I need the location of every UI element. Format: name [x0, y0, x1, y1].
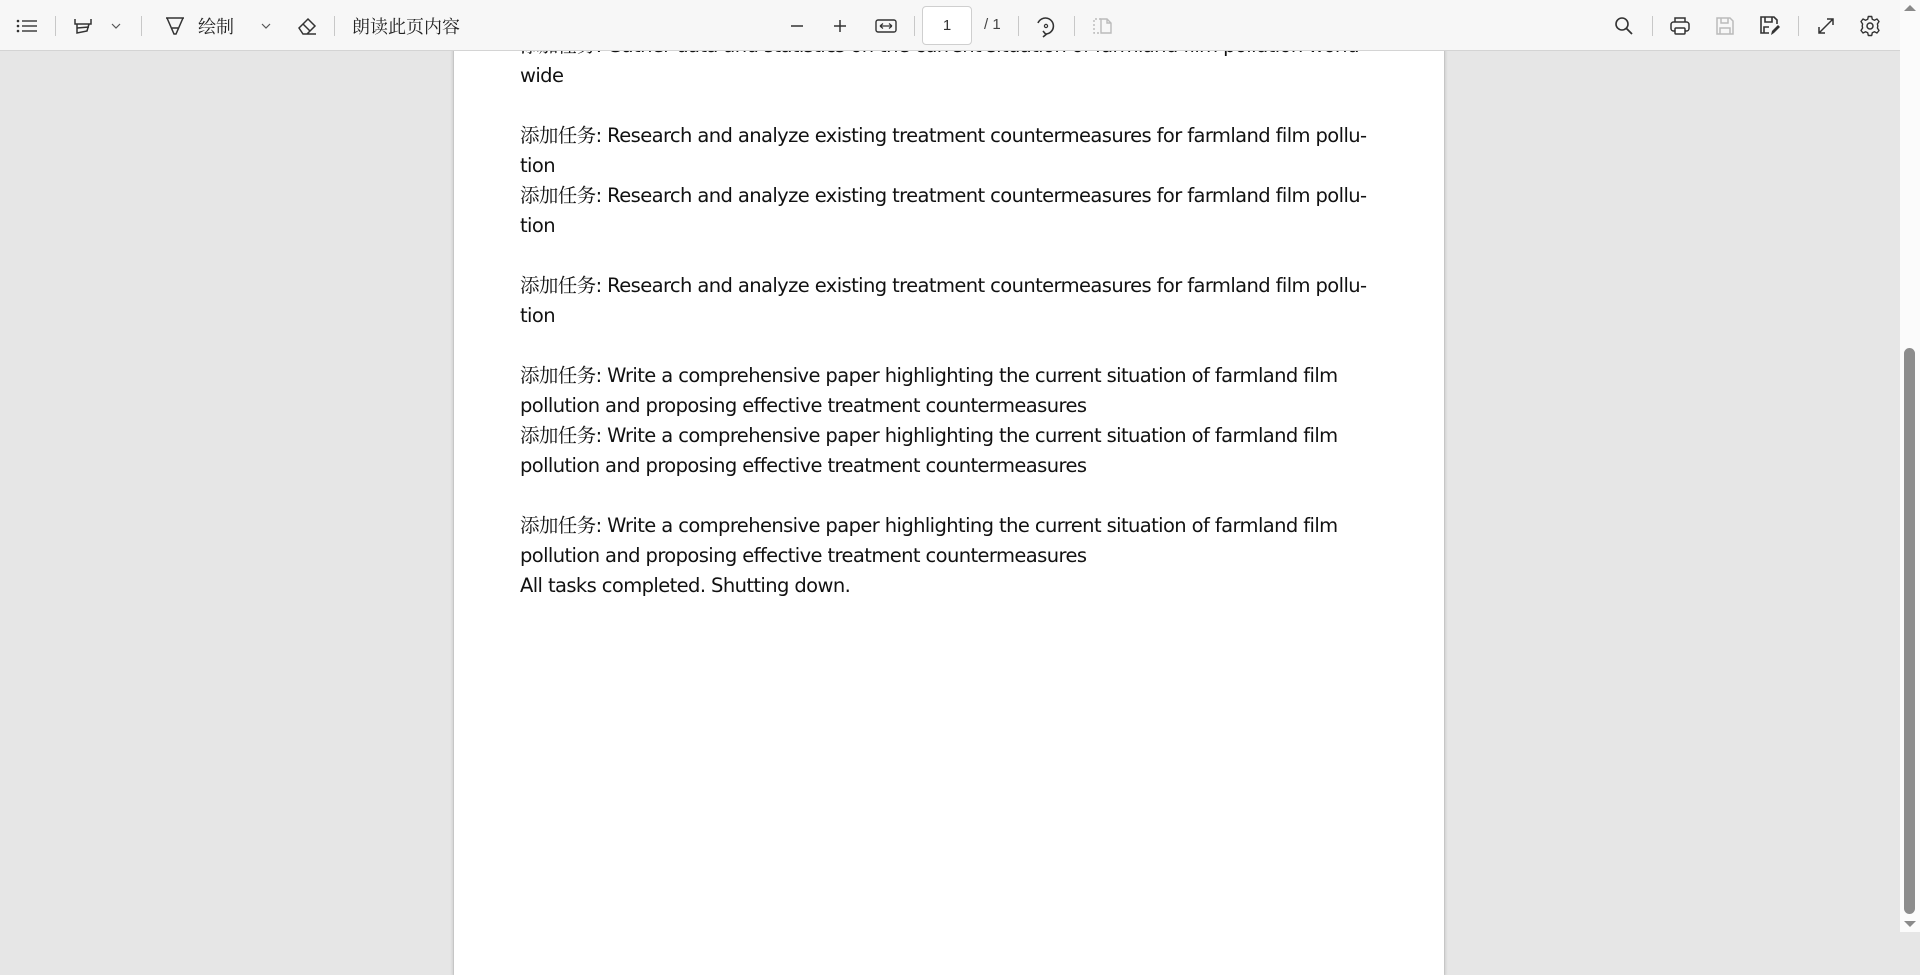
save-icon — [1715, 16, 1735, 36]
plus-icon — [832, 18, 848, 34]
text-line — [520, 331, 1380, 361]
save-as-icon — [1759, 15, 1781, 37]
erase-button[interactable] — [292, 9, 322, 43]
rotate-icon — [1034, 14, 1058, 38]
toolbar-divider — [914, 16, 915, 36]
pdf-page — [454, 11, 1444, 975]
toolbar-divider — [55, 16, 56, 36]
read-aloud-button[interactable] — [352, 9, 462, 43]
text-line: 添加任务: Research and analyze existing treatment countermeasures for farmland film pollu- — [520, 274, 1367, 297]
scroll-up-arrow-icon[interactable] — [1904, 5, 1916, 11]
highlighter-icon — [73, 16, 93, 36]
text-line: 添加任务: Research and analyze existing treatment countermeasures for farmland film pollu- — [520, 184, 1367, 207]
draw-label: 绘制 — [198, 17, 234, 38]
text-line: 添加任务: Write a comprehensive paper highlighting the current situation of farmland film — [520, 424, 1338, 447]
two-page-icon — [1091, 17, 1113, 35]
scroll-down-arrow-icon[interactable] — [1904, 921, 1916, 927]
list-icon — [16, 18, 38, 34]
print-button[interactable] — [1665, 9, 1695, 43]
rotate-button[interactable] — [1031, 9, 1061, 43]
text-line — [520, 241, 1380, 271]
scrollbar-thumb[interactable] — [1904, 348, 1915, 914]
gear-icon — [1859, 15, 1881, 37]
zoom-out-button[interactable] — [782, 9, 812, 43]
printer-icon — [1669, 16, 1691, 36]
fit-width-icon — [875, 18, 897, 34]
toolbar-divider — [1018, 16, 1019, 36]
search-button[interactable] — [1609, 9, 1639, 43]
page-total: / 1 — [984, 16, 1001, 33]
save-as-button[interactable] — [1755, 9, 1785, 43]
toolbar-divider — [1652, 16, 1653, 36]
text-line — [520, 481, 1380, 511]
text-line: 添加任务: Write a comprehensive paper highlighting the current situation of farmland film — [520, 514, 1338, 537]
vertical-scrollbar[interactable] — [1900, 0, 1920, 932]
text-line: pollution and proposing effective treatment countermeasures — [520, 544, 1087, 567]
page-number-input[interactable]: 1 — [922, 6, 972, 45]
text-line: All tasks completed. Shutting down. — [520, 574, 851, 597]
expand-icon — [1816, 16, 1836, 36]
text-line: 添加任务: Write a comprehensive paper highlighting the current situation of farmland film — [520, 364, 1338, 387]
save-button[interactable] — [1710, 9, 1740, 43]
minus-icon — [789, 18, 805, 34]
fullscreen-button[interactable] — [1811, 9, 1841, 43]
search-icon — [1614, 16, 1634, 36]
highlight-button[interactable] — [68, 9, 98, 43]
text-line: pollution and proposing effective treatment countermeasures — [520, 394, 1087, 417]
fit-width-button[interactable] — [871, 9, 901, 43]
pen-icon — [164, 15, 186, 37]
text-line: pollution and proposing effective treatment countermeasures — [520, 454, 1087, 477]
zoom-in-button[interactable] — [825, 9, 855, 43]
contents-button[interactable] — [12, 9, 42, 43]
document-viewer — [0, 51, 1900, 932]
draw-options-dropdown[interactable] — [256, 9, 276, 43]
page-text — [520, 31, 1380, 601]
text-line: 添加任务: Research and analyze existing treatment countermeasures for farmland film pollu- — [520, 124, 1367, 147]
text-line: wide — [520, 64, 564, 87]
page-view-button[interactable] — [1087, 9, 1117, 43]
text-line — [520, 91, 1380, 121]
highlight-options-dropdown[interactable] — [106, 9, 126, 43]
toolbar-divider — [1074, 16, 1075, 36]
toolbar-divider — [334, 16, 335, 36]
chevron-down-icon — [261, 23, 271, 29]
text-line: tion — [520, 304, 555, 327]
text-line: tion — [520, 214, 555, 237]
read-aloud-label: 朗读此页内容 — [352, 17, 460, 38]
toolbar-divider — [141, 16, 142, 36]
chevron-down-icon — [111, 23, 121, 29]
toolbar-divider — [1798, 16, 1799, 36]
text-line: tion — [520, 154, 555, 177]
pdf-toolbar — [0, 0, 1900, 51]
eraser-icon — [296, 15, 318, 37]
settings-button[interactable] — [1855, 9, 1885, 43]
